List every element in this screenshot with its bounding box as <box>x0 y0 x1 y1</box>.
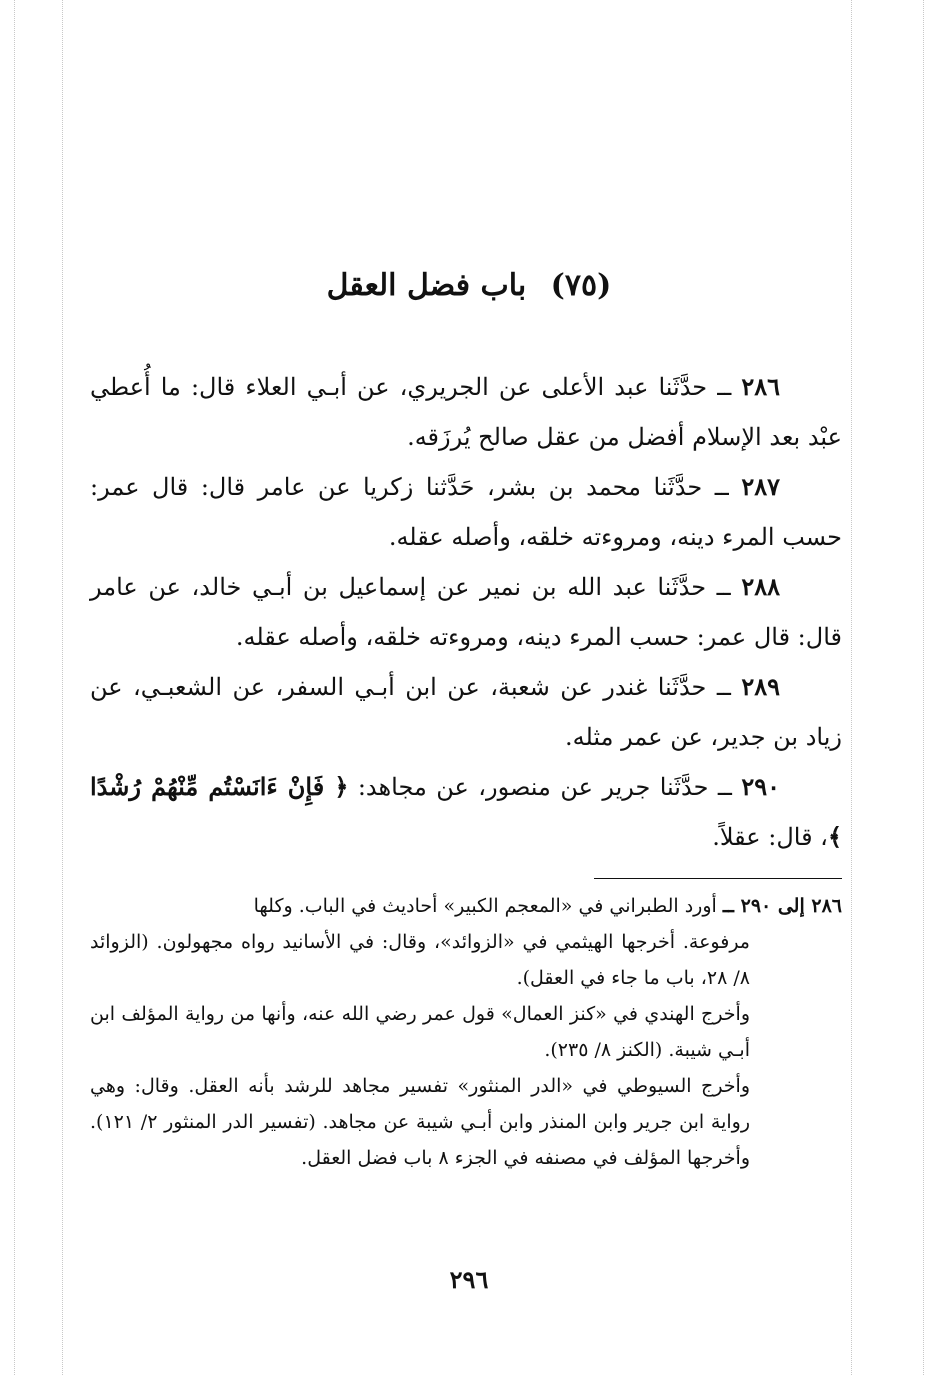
hadith-number: ٢٨٩ <box>741 672 780 701</box>
hadith-paragraph <box>90 362 842 462</box>
hadith-text: ــ حدَّثَنا عبد الأعلى عن الجريري، عن أبـي العلاء قال: ما أُعطي عبْد بعد الإسلام أفضل من عقل صالح يُرزَقه. <box>90 373 842 451</box>
scan-edge-line <box>923 0 924 1375</box>
hadith-number: ٢٨٦ <box>741 372 780 401</box>
hadith-text: ، قال: عقلاً. <box>712 823 828 851</box>
footnote-paragraph: وأخرج الهندي في «كنز العمال» قول عمر رضي الله عنه، وأنها من رواية المؤلف ابن أبـي شيبة. (الكنز ٨/ ٢٣٥). <box>90 1003 750 1061</box>
footnote-separator <box>594 878 842 879</box>
chapter-number: (٧٥) <box>550 268 612 303</box>
footnote-reference: ٢٨٦ إلى ٢٩٠ ــ <box>722 895 842 917</box>
page-number: ٢٩٦ <box>449 1265 489 1294</box>
chapter-heading <box>0 262 938 310</box>
hadith-text: ــ حدَّثَنا عبد الله بن نمير عن إسماعيل بن أبـي خالد، عن عامر قال: قال عمر: حسب المرء دينه، ومروءته خلقه، وأصله عقله. <box>90 573 842 651</box>
footnotes <box>90 888 842 1176</box>
hadith-text: ــ حدَّثَنا غندر عن شعبة، عن ابن أبـي السفر، عن الشعبـي، عن زياد بن جدير، عن عمر مثله. <box>90 673 842 751</box>
chapter-title: باب فضل العقل <box>326 268 527 303</box>
footnote-text: مرفوعة. أخرجها الهيثمي في «الزوائد»، وقال: في الأسانيد رواه مجهولون. (الزوائد ٨/ ٢٨، باب ما جاء في العقل). <box>90 931 750 989</box>
hadith-paragraph <box>90 562 842 662</box>
hadith-number: ٢٩٠ <box>741 772 780 801</box>
hadith-text: ــ حدَّثَنا جرير عن منصور، عن مجاهد: <box>357 773 732 801</box>
hadith-paragraph <box>90 662 842 762</box>
footnote-paragraph <box>90 888 842 996</box>
scan-edge-line <box>14 0 15 1375</box>
hadith-number: ٢٨٧ <box>741 472 780 501</box>
footnote-text: أورد الطبراني في «المعجم الكبير» أحاديث في الباب. وكلها <box>253 895 717 917</box>
footnote-paragraph: وأخرج السيوطي في «الدر المنثور» تفسير مجاهد للرشد بأنه العقل. وقال: وهي رواية ابن جرير وابن المنذر وابن أبـي شيبة عن مجاهد. (تفسير الدر المنثور ٢/ ١٢١). وأخرجها المؤلف في مصنفه في الجزء ٨ باب فضل العقل. <box>90 1075 750 1169</box>
hadith-body <box>90 362 842 862</box>
scan-edge-line <box>62 0 63 1375</box>
hadith-paragraph <box>90 762 842 862</box>
hadith-number: ٢٨٨ <box>741 572 780 601</box>
hadith-paragraph <box>90 462 842 562</box>
scan-edge-line <box>851 0 852 1375</box>
hadith-text: ــ حدَّثَنا محمد بن بشر، حَدَّثنا زكريا عن عامر قال: قال عمر: حسب المرء دينه، ومروءته خلقه، وأصله عقله. <box>90 473 842 551</box>
quran-verse: ﴿ فَإِنْ ءَانَسْتُم مِّنْهُمْ رُشْدًا ﴾ <box>90 772 842 851</box>
